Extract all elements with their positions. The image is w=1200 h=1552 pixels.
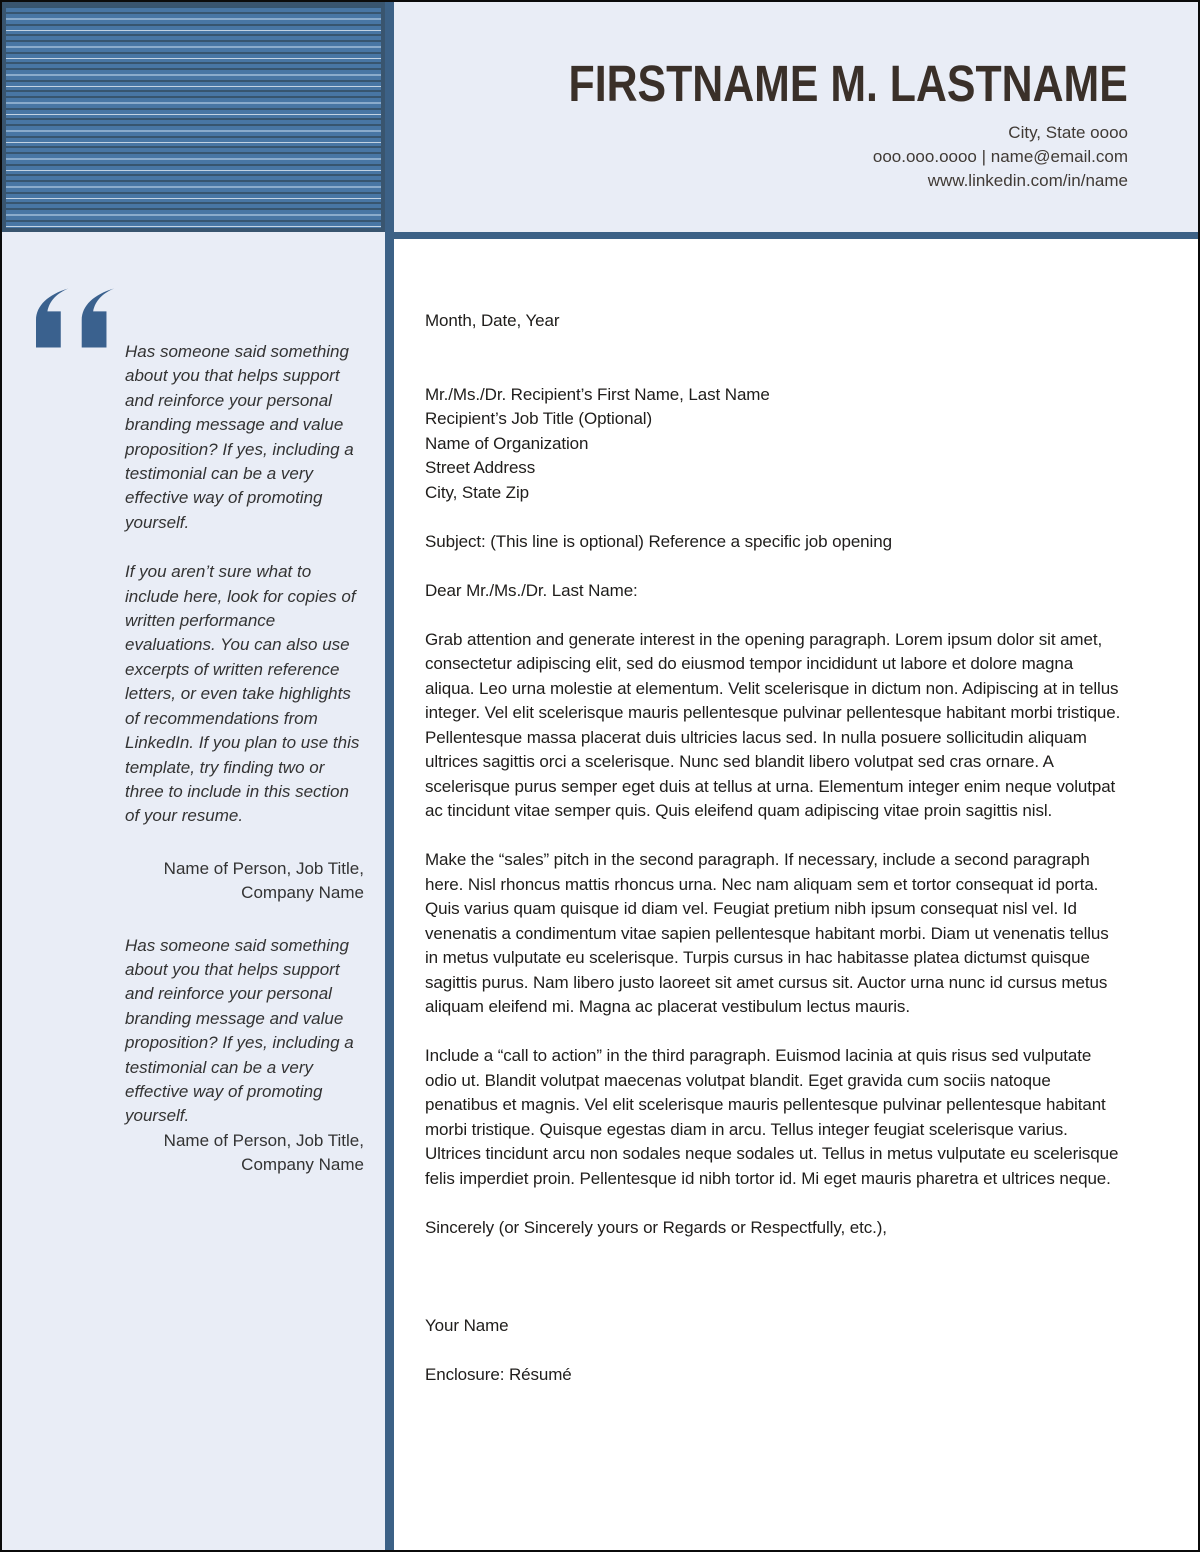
contact-linkedin-url: www.linkedin.com/in/name [927,171,1128,190]
contact-phone-email: ooo.ooo.oooo | name@email.com [872,147,1128,166]
testimonials-sidebar [2,232,385,1550]
header-rule [394,232,1198,239]
letter-date: Month, Date, Year [425,311,560,330]
vertical-divider [385,2,394,1550]
recipient-city-state-zip-line: City, State Zip [425,482,529,502]
attribution-person-job: Name of Person, Job Title, [163,858,364,878]
opening-paragraph: Grab attention and generate interest in the opening paragraph. Lorem ipsum dolor sit amet, consectetur adipiscing elit, sed do eiusmod tempor incididunt ut labore et dolore magna aliqua. Leo urna molestie at elementum. Velit scelerisque in dictum non. Adipiscing at in tellus integer. Vel elit scelerisque mauris pellentesque pulvinar pellentesque habitant morbi tristique. Pellentesque massa placerat duis ultricies lacus sed. In nulla posuere sollicitudin aliquam ultrices sagittis orci a scelerisque. Nunc sed blandit libero volutpat sed cras ornare. A scelerisque purus semper eget duis at tellus at urna. Elementum integer enim neque volutpat ac tincidunt vitae semper quis. Quis eleifend quam adipiscing vitae proin sagittis nisl. [425,629,1121,820]
testimonial-quote-3: Has someone said something about you that helps support and reinforce your personal branding message and value proposition? If yes, including a testimonial can be a very effective way of promoting yourself. [125,935,354,1126]
testimonial-quote-1: Has someone said something about you that helps support and reinforce your personal branding message and value proposition? If yes, including a testimonial can be a very effective way of promoting yourself. [125,342,354,532]
salutation: Dear Mr./Ms./Dr. Last Name: [425,580,638,600]
recipient-name-line: Mr./Ms./Dr. Recipient’s First Name, Last Name [425,384,770,404]
recipient-address-block [425,383,1122,506]
striped-banner [2,2,385,232]
recipient-job-title-line: Recipient’s Job Title (Optional) [425,409,653,428]
letter-body [394,239,1198,1550]
closing-line: Sincerely (or Sincerely yours or Regards or Respectfully, etc.), [425,1217,887,1237]
testimonial-attribution-1 [125,857,364,906]
contact-block [414,121,1128,193]
signature-name: Your Name [425,1315,509,1335]
call-to-action-paragraph: Include a “call to action” in the third paragraph. Euismod lacinia at quis risus sed vulputate odio ut. Blandit volutpat maecenas volutpat blandit. Eget gravida cum sociis natoque penatibus et magnis. Vel elit scelerisque mauris pellentesque pulvinar pellentesque habitant morbi tristique. Quisque egestas diam in arcu. Tellus integer feugiat scelerisque varius. Ultrices tincidunt arcu non sodales neque sodales ut. Tellus in metus vulputate eu scelerisque felis imperdiet proin. Pellentesque id nibh tortor id. Mi eget mauris pharetra et ultrices neque. [425,1046,1119,1188]
enclosure-line: Enclosure: Résumé [425,1364,572,1384]
letter-header [394,2,1198,232]
page-title: FIRSTNAME M. LASTNAME [568,55,1128,112]
recipient-street-line: Street Address [425,458,536,477]
recipient-organization-line: Name of Organization [425,433,589,453]
attribution-person-job: Name of Person, Job Title, [163,1130,364,1150]
attribution-company: Company Name [241,1155,364,1175]
open-double-quote-icon [36,288,116,348]
testimonial-attribution-2 [125,1129,364,1178]
subject-line: Subject: (This line is optional) Reference a specific job opening [425,531,892,551]
sales-pitch-paragraph: Make the “sales” pitch in the second paragraph. If necessary, include a second paragraph here. Nisl rhoncus mattis rhoncus urna. Nec nam aliquam sem et tortor consequat id porta. Quis varius quam quisque id diam vel. Feugiat pretium nibh ipsum consequat nisl vel. Id venenatis a condimentum vitae sapien pellentesque habitant morbi. Diam ut venenatis tellus in metus vulputate eu scelerisque. Turpis cursus in hac habitasse platea dictumst quisque sagittis purus. Nam libero justo laoreet sit amet cursus sit. Auctor urna nunc id cursus metus aliquam eleifend mi. Magna ac placerat vestibulum lectus mauris. [425,850,1109,1016]
contact-city-state: City, State oooo [1008,123,1128,142]
attribution-company: Company Name [241,883,364,903]
testimonial-quote-2: If you aren’t sure what to include here, look for copies of written performance evaluations. You can also use excerpts of written reference letters, or even take highlights of recommendations from LinkedIn. If you plan to use this template, try finding two or three to include in this section of your resume. [125,562,360,826]
